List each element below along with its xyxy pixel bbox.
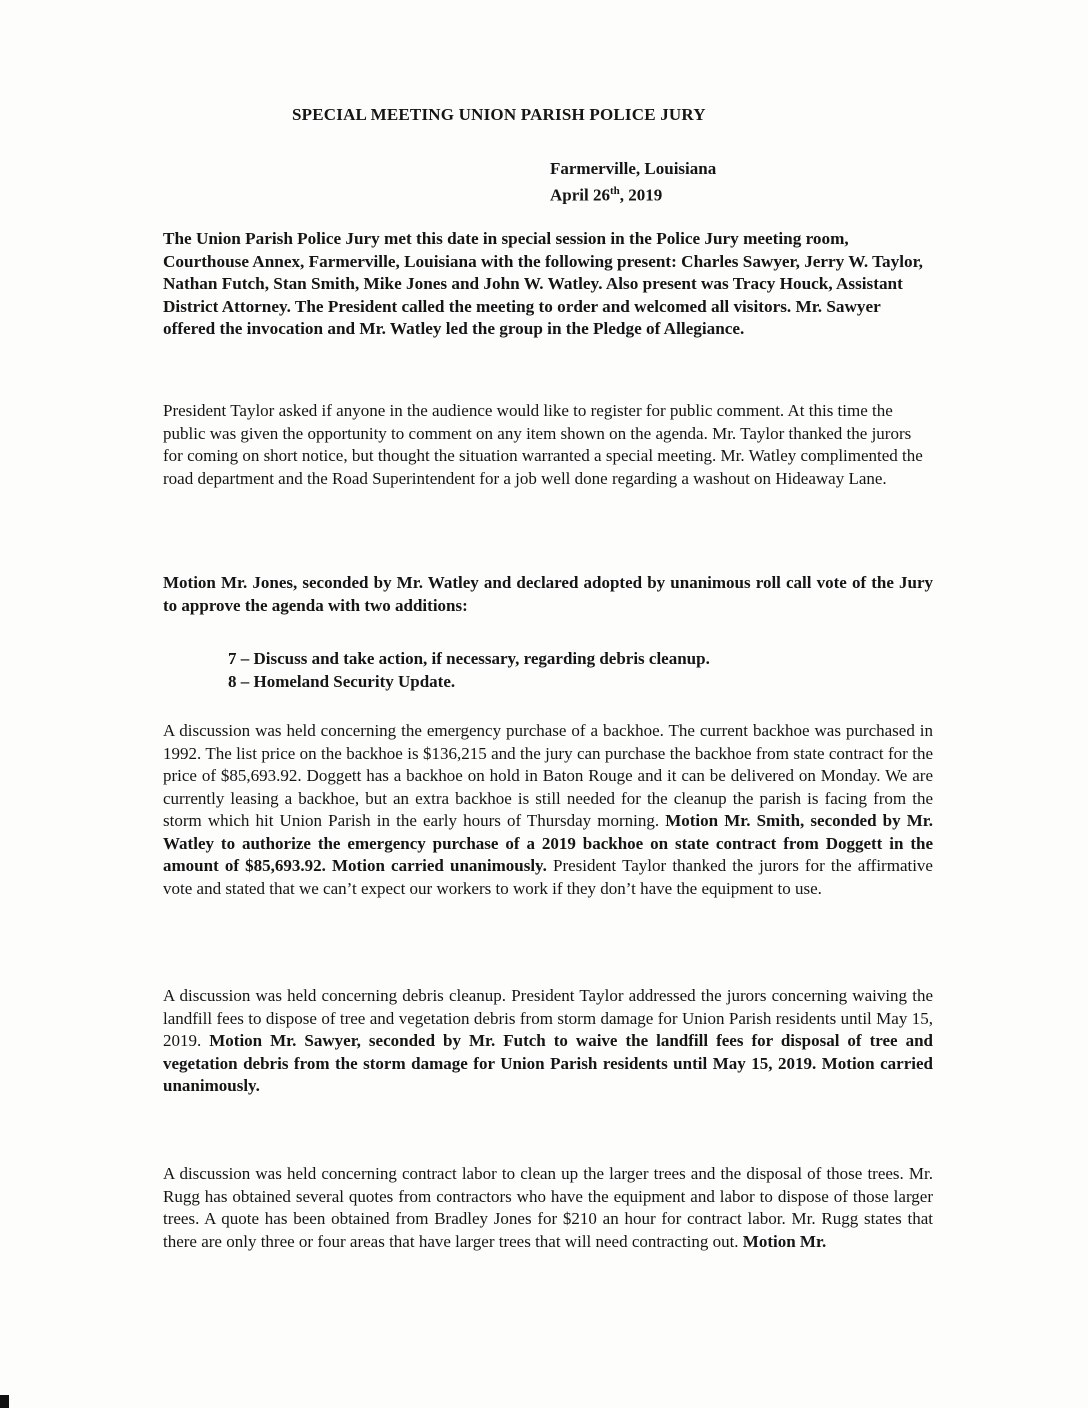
meeting-date — [550, 180, 716, 207]
contract-labor-paragraph — [163, 1163, 933, 1253]
meeting-date-prefix: April 26 — [550, 185, 610, 205]
backhoe-paragraph — [163, 720, 933, 900]
debris-motion-text: Motion Mr. Sawyer, seconded by Mr. Futch to waive the landfill fees for disposal of tree and vegetation debris from the storm damage for Union Parish residents until May 15, 2019. Motion carried unanimously. — [163, 1031, 933, 1095]
backhoe-discussion-text: A discussion was held concerning the emergency purchase of a backhoe. The current backhoe was purchased in 1992. The list price on the backhoe is $136,215 and the jury can purchase the backhoe from state contract for the price of $85,693.92. Doggett has a backhoe on hold in Baton Rouge and it can be delivered on Monday. We are currently leasing a backhoe, but an extra backhoe is still needed for the cleanup the parish is facing from the storm which hit Union Parish in the early hours of Thursday morning. — [163, 721, 933, 830]
agenda-addition-item: 7 – Discuss and take action, if necessary, regarding debris cleanup. — [228, 649, 710, 668]
debris-paragraph — [163, 985, 933, 1098]
debris-discussion-text: A discussion was held concerning debris cleanup. President Taylor addressed the jurors concerning waiving the landfill fees to dispose of tree and vegetation debris from storm damage for Union Parish residents until May 15, 2019. — [163, 986, 933, 1050]
scan-edge-mark — [0, 1395, 9, 1408]
public-comment-paragraph: President Taylor asked if anyone in the audience would like to register for public comment. At this time the public was given the opportunity to comment on any item shown on the agenda. Mr. Taylor thanked the jurors for coming on short notice, but thought the situation warranted a special meeting. Mr. Watley complimented the road department and the Road Superintendent for a job well done regarding a washout on Hideaway Lane. — [163, 401, 923, 488]
intro-paragraph: The Union Parish Police Jury met this date in special session in the Police Jury meeting room, Courthouse Annex, Farmerville, Louisiana with the following present: Charles Sawyer, Jerry W. Taylor, Nathan Futch, Stan Smith, Mike Jones and John W. Watley. Also present was Tracy Houck, Assistant District Attorney. The President called the meeting to order and welcomed all visitors. Mr. Sawyer offered the invocation and Mr. Watley led the group in the Pledge of Allegiance. — [163, 229, 923, 338]
agenda-motion-paragraph: Motion Mr. Jones, seconded by Mr. Watley and declared adopted by unanimous roll call vote of the Jury to approve the agenda with two additions: — [163, 573, 933, 615]
contract-motion-text: Motion Mr. — [742, 1231, 827, 1251]
meeting-location: Farmerville, Louisiana — [550, 159, 717, 178]
page-title: SPECIAL MEETING UNION PARISH POLICE JURY — [292, 105, 706, 124]
agenda-addition-item: 8 – Homeland Security Update. — [228, 672, 456, 691]
agenda-additions-list — [228, 647, 710, 693]
meeting-date-ordinal: th — [609, 185, 620, 197]
backhoe-motion-text: Motion Mr. Smith, seconded by Mr. Watley to authorize the emergency purchase of a 2019 backhoe on state contract from Doggett in the amount of $85,693.92. Motion carried unanimously. — [163, 811, 933, 875]
meeting-place-date — [550, 157, 716, 207]
meeting-date-year: , 2019 — [619, 185, 663, 205]
backhoe-followup-text: President Taylor thanked the jurors for the affirmative vote and stated that we can’t expect our workers to work if they don’t have the equipment to use. — [163, 856, 933, 898]
contract-discussion-text: A discussion was held concerning contract labor to clean up the larger trees and the disposal of those trees. Mr. Rugg has obtained several quotes from contractors who have the equipment and labor to dispose of those larger trees. A quote has been obtained from Bradley Jones for $210 an hour for contract labor. Mr. Rugg states that there are only three or four areas that have larger trees that will need contracting out. — [163, 1164, 933, 1251]
